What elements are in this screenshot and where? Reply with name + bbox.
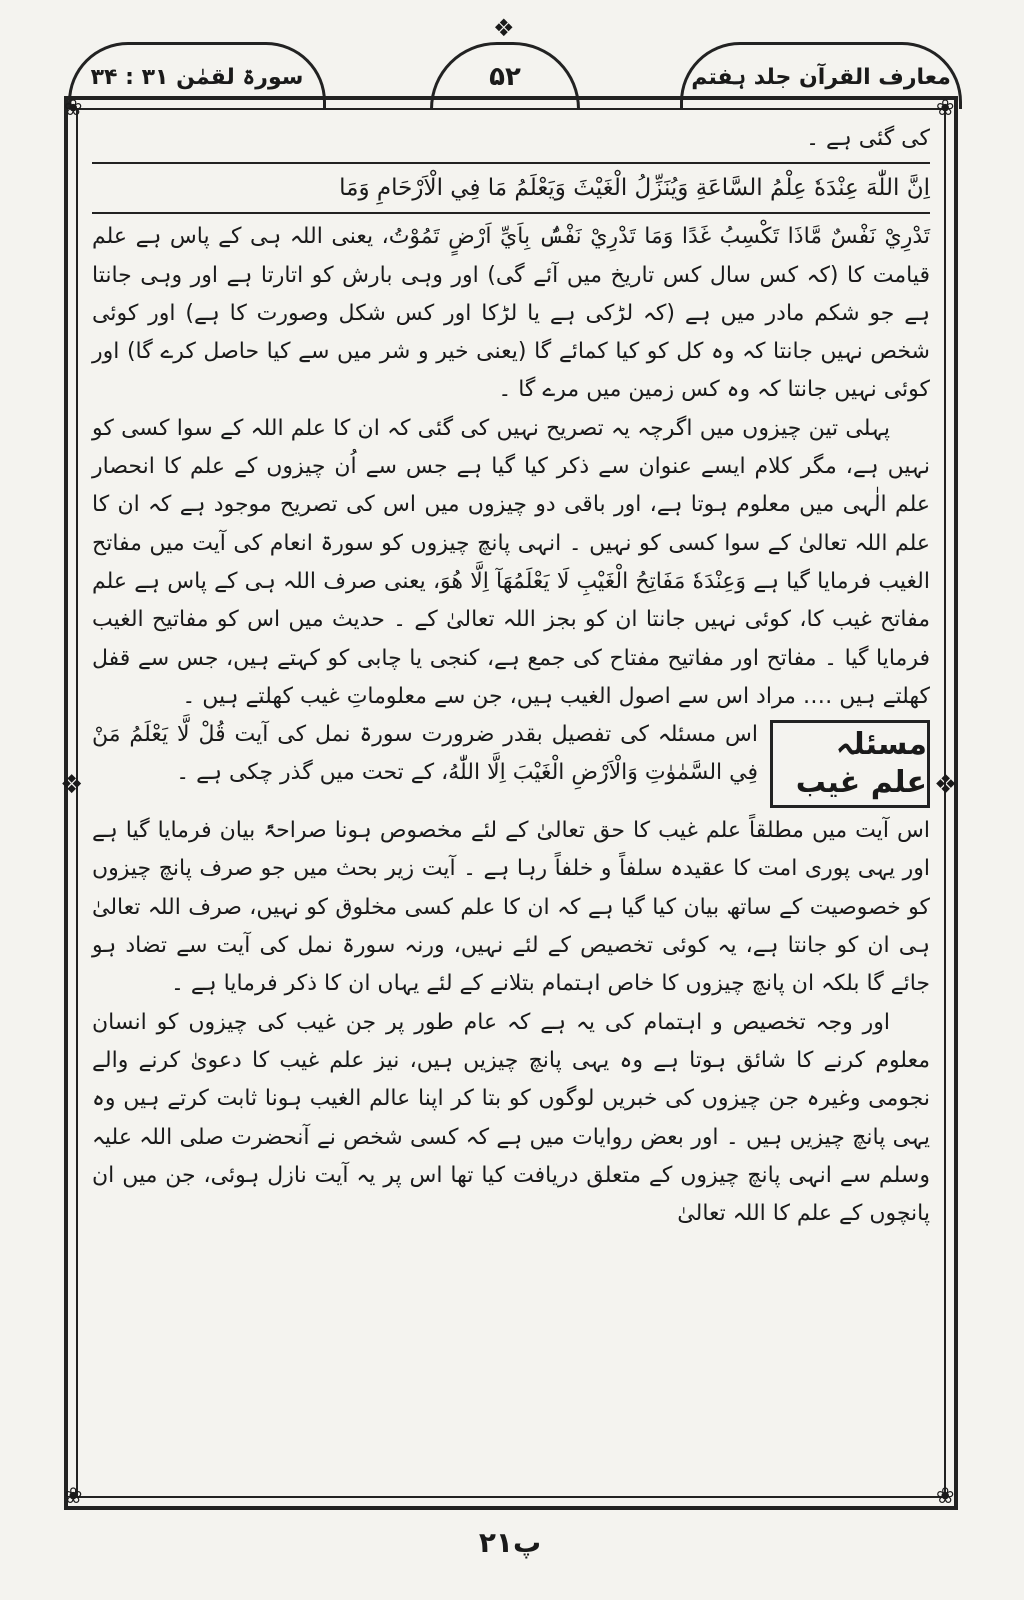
corner-ornament-icon: ❀ [64, 96, 83, 121]
page-body [92, 120, 930, 1490]
corner-ornament-icon: ❀ [936, 96, 955, 121]
continued-line: کی گئی ہے ۔ [806, 126, 930, 151]
header-book-title: معارف القرآن جلد ہفتم [680, 42, 962, 109]
reason-paragraph: اور وجہ تخصیص و اہتمام کی یہ ہے کہ عام طور پر جن غیب کی چیزوں کو انسان معلوم کرنے کا شائق ہوتا ہے وہ یہی پانچ چیزیں ہیں، نیز علم غیب کا دعویٰ کرنے والے نجومی وغیرہ جن چیزوں کی خبریں لوگوں کو بتا کر اپنا عالم الغیب ہونا ثابت کرتے ہیں وہ یہی پانچ چیزیں ہیں ۔ اور بعض روایات میں ہے کہ کسی شخص نے آنحضرت صلی اللہ علیہ وسلم سے انہی پانچ چیزوں کے متعلق دریافت کیا تھا اس پر یہ آیت نازل ہوئی، جن میں ان پانچوں کے علم کا اللہ تعالیٰ [92, 1009, 930, 1227]
verse-translation-paragraph: تَدْرِيْ نَفْسٌ مَّاذَا تَكْسِبُ غَدًا وَمَا تَدْرِيْ نَفْسٌۢ بِاَيِّ اَرْضٍ تَمُوْتُ، یعنی اللہ ہی کے پاس ہے علم قیامت کا (کہ کس سال کس تاریخ میں آئے گی) اور وہی بارش کو اتارتا ہے اور وہی جانتا ہے جو شکم مادر میں ہے (کہ لڑکی ہے یا لڑکا اور کس شکل وصورت کا ہے) اور کوئی شخص نہیں جانتا کہ وہ کل کو کیا کمائے گا (یعنی خیر و شر میں سے کیا حاصل کرے گا) اور کوئی نہیں جانتا کہ وہ کس زمین میں مرے گا ۔ [92, 224, 930, 403]
verse-divider-top [92, 162, 930, 164]
header-page-number: ۵۲ [430, 42, 580, 109]
para-marker: پ۲۱ [478, 1526, 542, 1559]
side-ornament-icon: ❖ [60, 770, 84, 800]
explanation-paragraph: پہلی تین چیزوں میں اگرچہ یہ تصریح نہیں کی گئی کہ ان کا علم اللہ کے سوا کسی کو نہیں ہے، مگر کلام ایسے عنوان سے ذکر کیا گیا ہے جس سے اُن چیزوں کے علم کا انحصار علم الٰہی میں معلوم ہوتا ہے، اور باقی دو چیزوں میں اس کی تصریح موجود ہے کہ ان کا علم اللہ تعالیٰ کے سوا کسی کو نہیں ۔ انہی پانچ چیزوں کو سورۃ انعام کی آیت میں مفاتح الغیب فرمایا گیا ہے وَعِنْدَهٗ مَفَاتِحُ الْغَيْبِ لَا يَعْلَمُهَآ اِلَّا هُوَ، یعنی صرف اللہ ہی کے پاس ہے علم مفاتح غیب کا، کوئی نہیں جانتا ان کو بجز اللہ تعالیٰ کے ۔ حدیث میں اس کو مفاتیح الغیب فرمایا گیا ۔ مفاتح اور مفاتیح مفتاح کی جمع ہے، کنجی یا چابی کو کہتے ہیں، جس سے قفل کھلتے ہیں ․․․․ مراد اس سے اصول الغیب ہیں، جن سے معلوماتِ غیب کھلتے ہیں ۔ [92, 415, 930, 709]
header-surah-title: سورۃ لقمٰن ۳۱ : ۳۴ [68, 42, 326, 109]
top-ornament-icon: ❖ [493, 14, 515, 42]
quran-verse: اِنَّ اللّٰهَ عِنْدَهٗ عِلْمُ السَّاعَةِ وَيُنَزِّلُ الْغَيْثَ وَيَعْلَمُ مَا فِي الْاَرْحَامِ وَمَا [339, 175, 930, 202]
side-ornament-icon: ❖ [934, 770, 958, 800]
corner-ornament-icon: ❀ [936, 1484, 955, 1509]
side-heading-paragraph: اس مسئلہ کی تفصیل بقدر ضرورت سورۃ نمل کی آیت قُلْ لَّا يَعْلَمُ مَنْ فِي السَّمٰوٰتِ وَالْاَرْضِ الْغَيْبَ اِلَّا اللّٰهُ، کے تحت میں گذر چکی ہے ۔ [92, 722, 758, 786]
side-heading-box: مسئلہ علم غیب [770, 720, 930, 808]
verse-divider-bottom [92, 212, 930, 214]
ilm-ghaib-paragraph: اس آیت میں مطلقاً علم غیب کا حق تعالیٰ کے لئے مخصوص ہونا صراحۃً بیان فرمایا گیا ہے اور یہی پوری امت کا عقیدہ سلفاً و خلفاً رہا ہے ۔ آیت زیر بحث میں جو صرف پانچ چیزوں کو خصوصیت کے ساتھ بیان کیا گیا ہے کہ ان کا علم کسی مخلوق کو نہیں، صرف اللہ تعالیٰ ہی ان کو جانتا ہے، یہ کوئی تخصیص کے لئے نہیں، ورنہ سورۃ نمل کی آیت سے تضاد ہو جائے گا بلکہ ان پانچ چیزوں کا خاص اہتمام بتلانے کے لئے یہاں ان کا ذکر فرمایا ہے ۔ [92, 818, 930, 997]
corner-ornament-icon: ❀ [64, 1484, 83, 1509]
